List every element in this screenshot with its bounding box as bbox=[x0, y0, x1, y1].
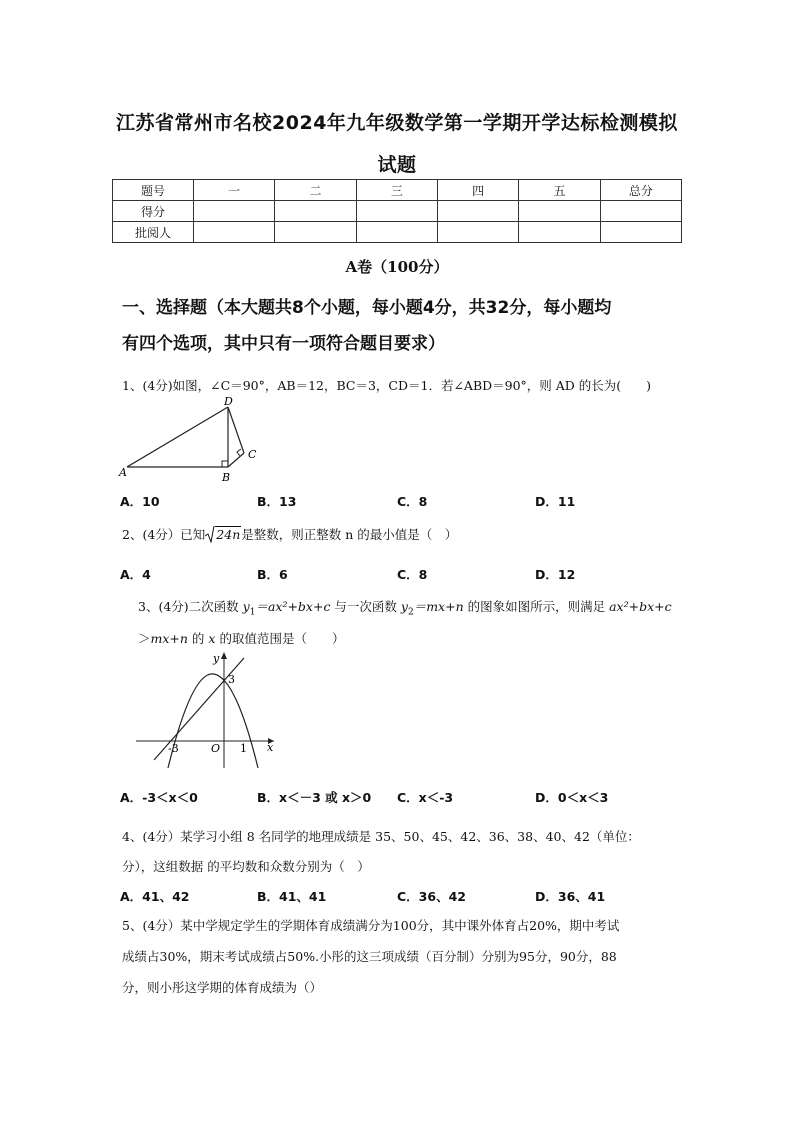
question-5-text bbox=[122, 910, 682, 1003]
q3-text-part: ＞ bbox=[138, 630, 151, 646]
section-heading-line1: 一、选择题（本大题共8个小题，每小题4分，共32分，每小题均 bbox=[122, 298, 612, 318]
q2-option-d: D．12 bbox=[535, 567, 576, 582]
graph-label-1: 1 bbox=[240, 742, 247, 755]
q2-suffix: 是整数，则正整数 n 的最小值是（ ） bbox=[241, 527, 458, 542]
question-1-figure bbox=[118, 395, 263, 485]
figure-label-b: B bbox=[222, 471, 231, 484]
score-table-row bbox=[113, 201, 682, 222]
score-table-header-cell: 五 bbox=[519, 180, 600, 201]
score-cell bbox=[356, 201, 437, 222]
score-cell bbox=[600, 222, 681, 243]
q1-option-a: A．10 bbox=[120, 494, 160, 509]
q3-var-x: x bbox=[208, 630, 216, 646]
q3-option-a: A．-3＜x＜0 bbox=[120, 790, 198, 805]
score-cell bbox=[600, 201, 681, 222]
score-cell bbox=[519, 201, 600, 222]
score-table bbox=[112, 179, 682, 243]
q4-option-c: C．36、42 bbox=[397, 889, 466, 904]
q3-text-part: 的 bbox=[187, 630, 209, 646]
score-cell bbox=[437, 222, 518, 243]
score-table-row bbox=[113, 222, 682, 243]
q3-inequality-left: ax²+bx+c bbox=[609, 599, 672, 614]
score-table-row-label: 批阅人 bbox=[113, 222, 194, 243]
score-table-header-cell: 三 bbox=[356, 180, 437, 201]
graph-label-x: x bbox=[267, 741, 274, 754]
sqrt-expression bbox=[205, 524, 241, 546]
question-4-text bbox=[122, 822, 682, 882]
graph-label-intercept: 3 bbox=[228, 673, 235, 686]
q4-option-b: B．41、41 bbox=[257, 889, 327, 904]
q3-text-part: 的图象如图所示，则满足 bbox=[463, 599, 610, 614]
q1-option-c: C．8 bbox=[397, 494, 428, 509]
q1-option-b: B．13 bbox=[257, 494, 297, 509]
q2-prefix: 2、(4分）已知 bbox=[122, 527, 206, 542]
q3-var-y: y bbox=[242, 599, 250, 614]
figure-label-a: A bbox=[119, 466, 127, 479]
section-heading-line2: 有四个选项，其中只有一项符合题目要求） bbox=[122, 334, 445, 354]
radicand: 24n bbox=[216, 527, 241, 542]
q4-line1: 4、(4分）某学习小组 8 名同学的地理成绩是 35、50、45、42、36、38、40、42（单位： bbox=[122, 829, 640, 844]
q1-option-d: D．11 bbox=[535, 494, 576, 509]
score-cell bbox=[275, 201, 356, 222]
question-3-text bbox=[138, 594, 683, 651]
q3-text-part: 的取值范围是（ ） bbox=[215, 630, 345, 646]
score-table-header-cell: 一 bbox=[194, 180, 275, 201]
graph-label-neg3: -3 bbox=[168, 742, 179, 755]
q2-option-b: B．6 bbox=[257, 567, 288, 582]
q3-linear: ＝mx+n bbox=[413, 599, 464, 614]
doc-title-line2: 试题 bbox=[377, 154, 417, 176]
figure-label-d: D bbox=[224, 395, 233, 408]
q3-text-part: 与一次函数 bbox=[330, 599, 401, 614]
score-cell bbox=[194, 201, 275, 222]
q5-line1: 5、(4分）某中学规定学生的学期体育成绩满分为100分，其中课外体育占20%，期中考试 bbox=[122, 918, 620, 933]
question-1-text: 1、(4分)如图，∠C＝90°，AB＝12，BC＝3，CD＝1．若∠ABD＝90°，则 AD 的长为( ) bbox=[122, 378, 652, 393]
q5-line3: 分，则小彤这学期的体育成绩为（） bbox=[122, 980, 323, 995]
q3-var-y: y bbox=[400, 599, 408, 614]
question-2-text bbox=[122, 524, 682, 546]
score-cell bbox=[519, 222, 600, 243]
q2-option-a: A．4 bbox=[120, 567, 151, 582]
q5-line2: 成绩占30%，期末考试成绩占50%.小彤的这三项成绩（百分制）分别为95分，90分，88 bbox=[122, 949, 617, 964]
score-table-header-cell: 四 bbox=[437, 180, 518, 201]
score-table-header-cell: 二 bbox=[275, 180, 356, 201]
paper-a-label: A卷（100分） bbox=[345, 258, 449, 276]
score-cell bbox=[194, 222, 275, 243]
q4-line2: 分），这组数据 的平均数和众数分别为（ ） bbox=[122, 859, 370, 874]
q4-option-d: D．36、41 bbox=[535, 889, 606, 904]
score-cell bbox=[356, 222, 437, 243]
q3-option-b: B．x＜－3 或 x＞0 bbox=[257, 790, 372, 805]
score-table-header-row bbox=[113, 180, 682, 201]
q3-text-part: 3、(4分)二次函数 bbox=[138, 599, 243, 614]
q3-option-c: C．x＜-3 bbox=[397, 790, 454, 805]
q3-subscript: 1 bbox=[249, 607, 256, 618]
figure-label-c: C bbox=[248, 448, 257, 461]
score-table-row-label: 得分 bbox=[113, 201, 194, 222]
score-table-header-cell: 总分 bbox=[600, 180, 681, 201]
score-table-header-cell: 题号 bbox=[113, 180, 194, 201]
score-cell bbox=[437, 201, 518, 222]
q3-option-d: D．0＜x＜3 bbox=[535, 790, 609, 805]
q2-option-c: C．8 bbox=[397, 567, 428, 582]
q3-inequality-right: mx+n bbox=[150, 630, 188, 646]
graph-label-y: y bbox=[213, 652, 220, 665]
q4-option-a: A．41、42 bbox=[120, 889, 190, 904]
score-cell bbox=[275, 222, 356, 243]
section-heading bbox=[122, 290, 682, 362]
q3-quadratic: ＝ax²+bx+c bbox=[255, 599, 331, 614]
q3-subscript: 2 bbox=[407, 607, 414, 618]
radical-sign-icon bbox=[205, 525, 215, 543]
graph-label-origin: O bbox=[211, 742, 221, 755]
doc-title-line1: 江苏省常州市名校2024年九年级数学第一学期开学达标检测模拟 bbox=[116, 112, 678, 134]
question-3-graph bbox=[136, 650, 281, 770]
